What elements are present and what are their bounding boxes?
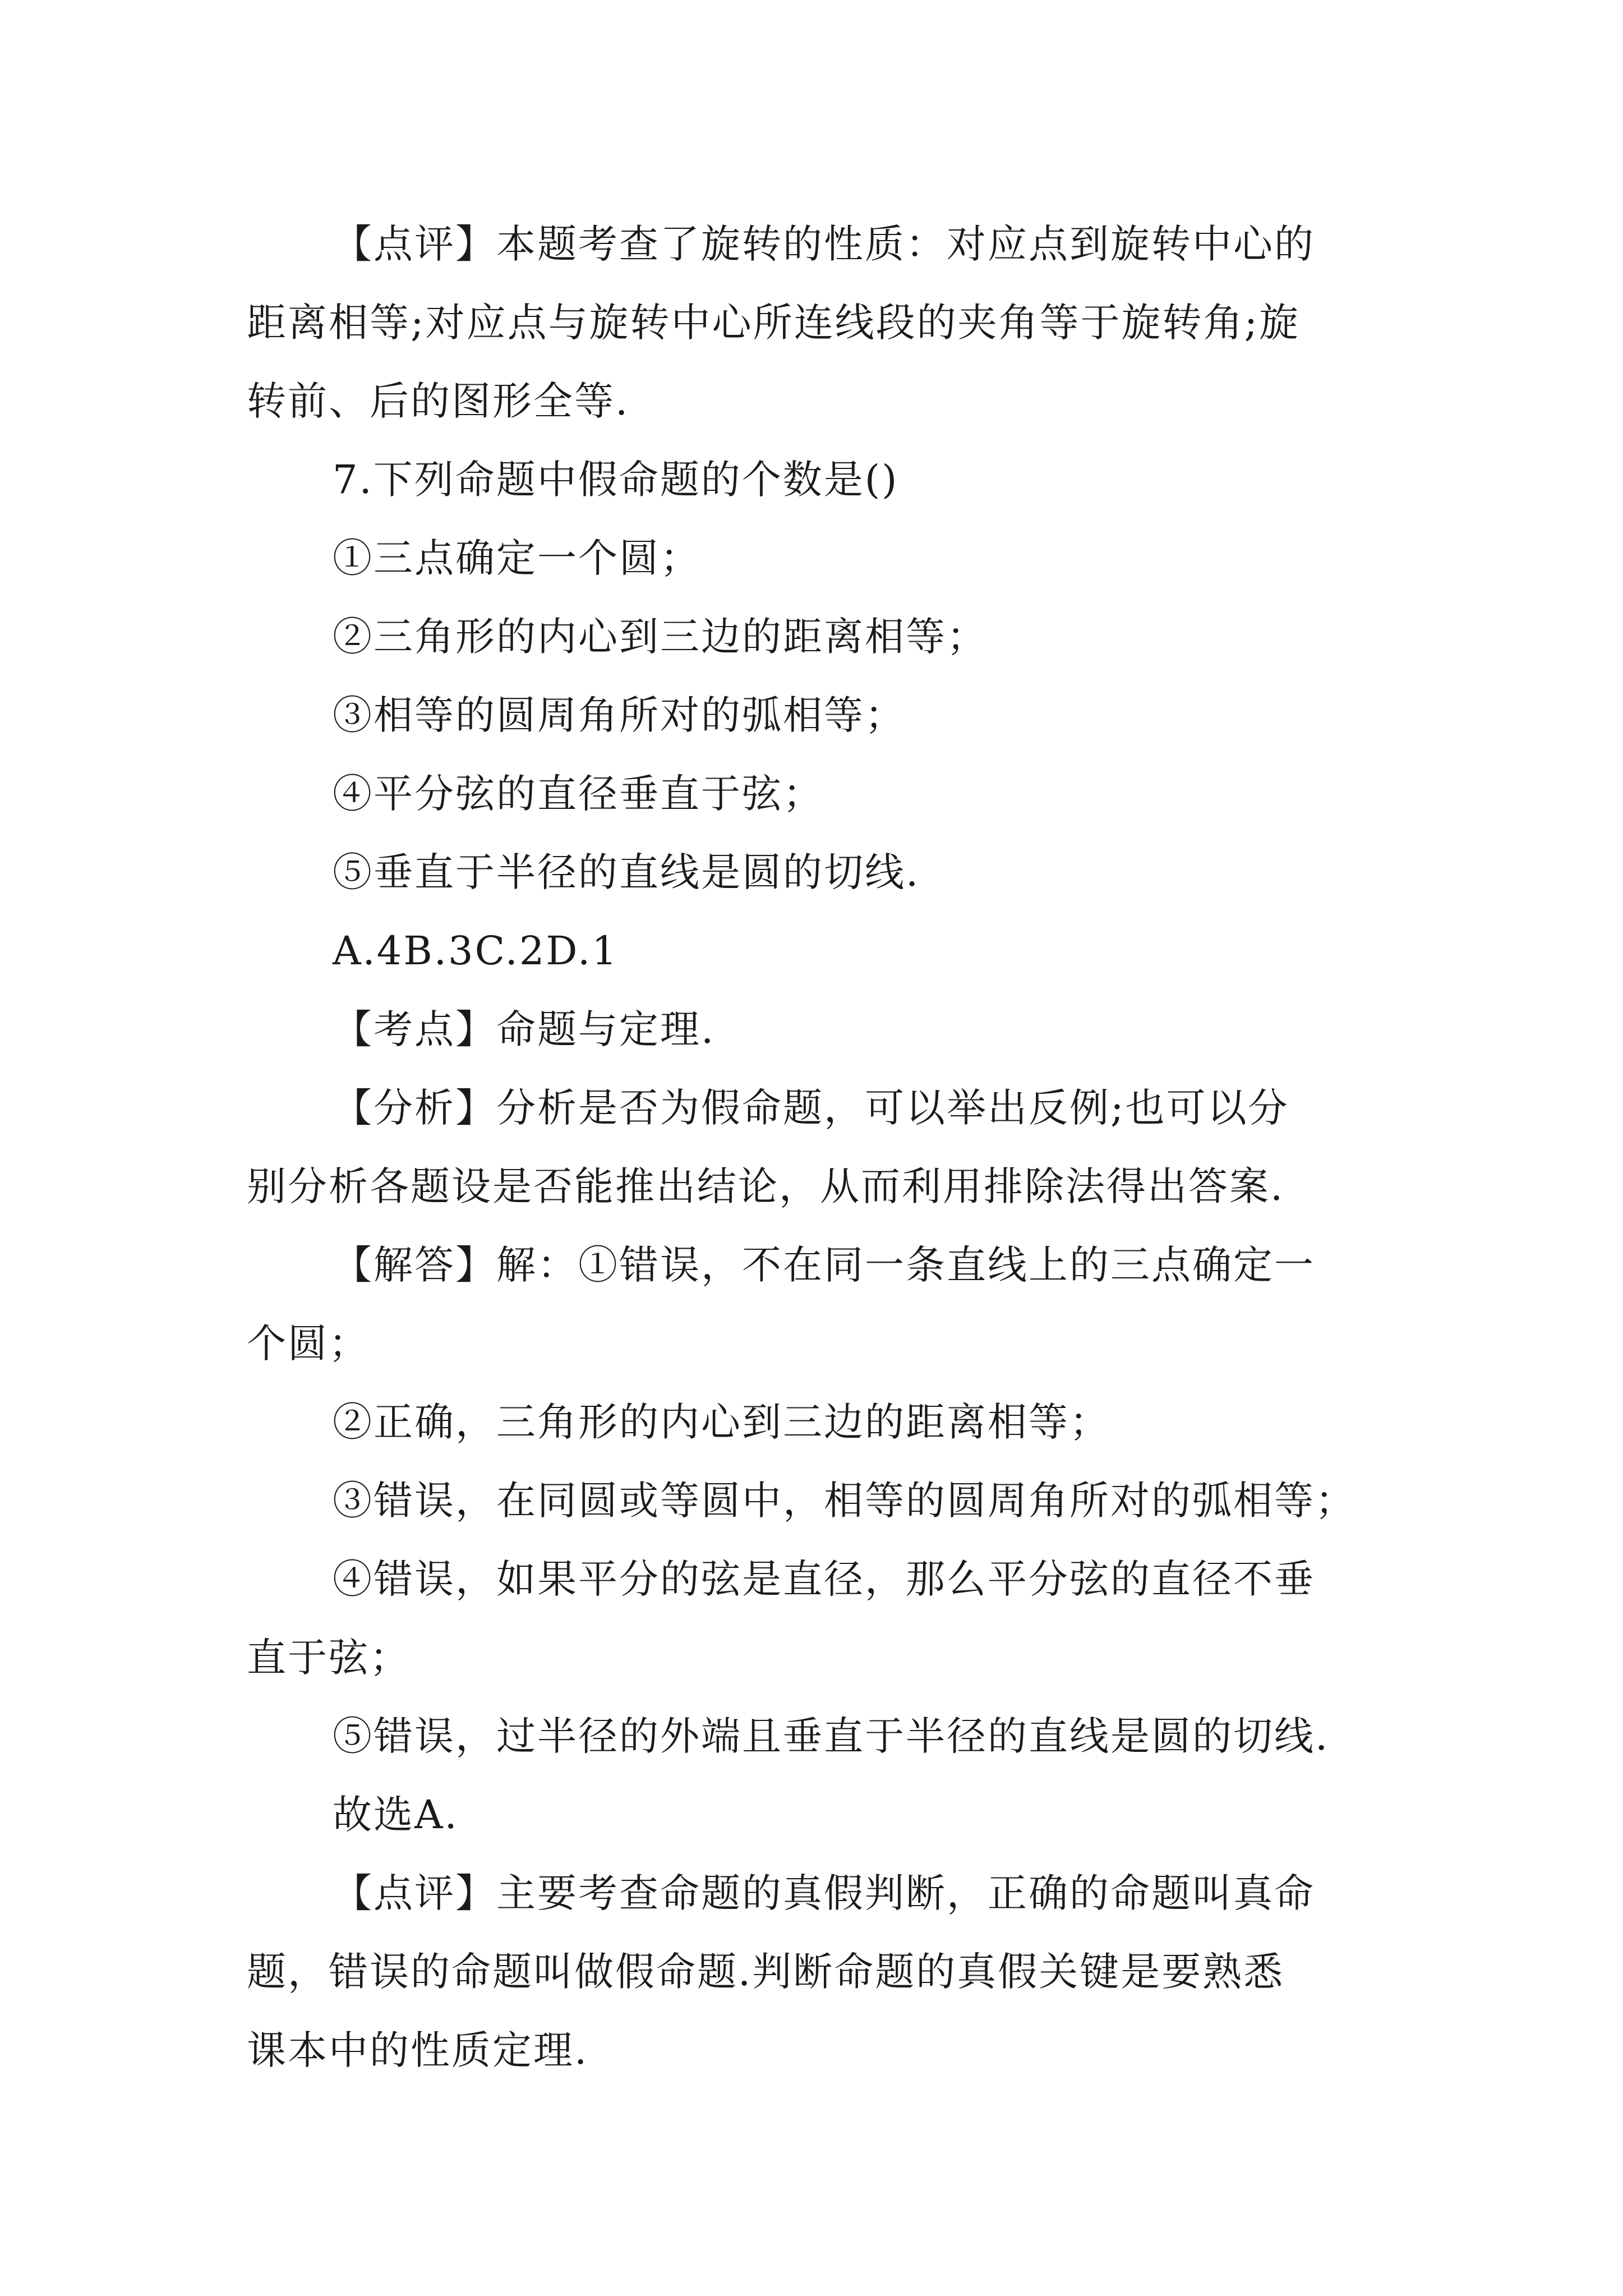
analysis-line-1: 【分析】分析是否为假命题，可以举出反例;也可以分 bbox=[333, 1085, 1289, 1131]
final-choice: 故选A. bbox=[333, 1792, 459, 1838]
solution-item-3: ③错误，在同圆或等圆中，相等的圆周角所对的弧相等； bbox=[333, 1478, 1356, 1524]
solution-line-2: 个圆； bbox=[247, 1320, 370, 1366]
review-line-1: 【点评】主要考查命题的真假判断，正确的命题叫真命 bbox=[333, 1870, 1315, 1916]
statement-3: ③相等的圆周角所对的弧相等； bbox=[333, 692, 906, 738]
question-stem: 7.下列命题中假命题的个数是() bbox=[333, 457, 899, 503]
analysis-line-2: 别分析各题设是否能推出结论，从而利用排除法得出答案. bbox=[247, 1163, 1285, 1209]
review-line-2: 题，错误的命题叫做假命题.判断命题的真假关键是要熟悉 bbox=[247, 1949, 1285, 1995]
statement-2: ②三角形的内心到三边的距离相等； bbox=[333, 614, 988, 660]
solution-line-1: 【解答】解：①错误，不在同一条直线上的三点确定一 bbox=[333, 1242, 1315, 1288]
solution-item-4-cont: 直于弦； bbox=[247, 1635, 411, 1681]
comment-heading-line: 【点评】本题考查了旋转的性质：对应点到旋转中心的 bbox=[333, 221, 1315, 267]
topic-line: 【考点】命题与定理. bbox=[333, 1006, 716, 1052]
statement-1: ①三点确定一个圆； bbox=[333, 535, 701, 581]
statement-4: ④平分弦的直径垂直于弦； bbox=[333, 771, 824, 817]
comment-line-3: 转前、后的图形全等. bbox=[247, 378, 630, 424]
solution-item-4: ④错误，如果平分的弦是直径，那么平分弦的直径不垂 bbox=[333, 1556, 1315, 1602]
solution-item-5: ⑤错误，过半径的外端且垂直于半径的直线是圆的切线. bbox=[333, 1713, 1330, 1759]
statement-5: ⑤垂直于半径的直线是圆的切线. bbox=[333, 849, 920, 895]
answer-options: A.4B.3C.2D.1 bbox=[333, 928, 619, 974]
solution-item-2: ②正确，三角形的内心到三边的距离相等； bbox=[333, 1399, 1110, 1445]
comment-line-2: 距离相等;对应点与旋转中心所连线段的夹角等于旋转角;旋 bbox=[247, 300, 1301, 346]
review-line-3: 课本中的性质定理. bbox=[247, 2027, 589, 2073]
